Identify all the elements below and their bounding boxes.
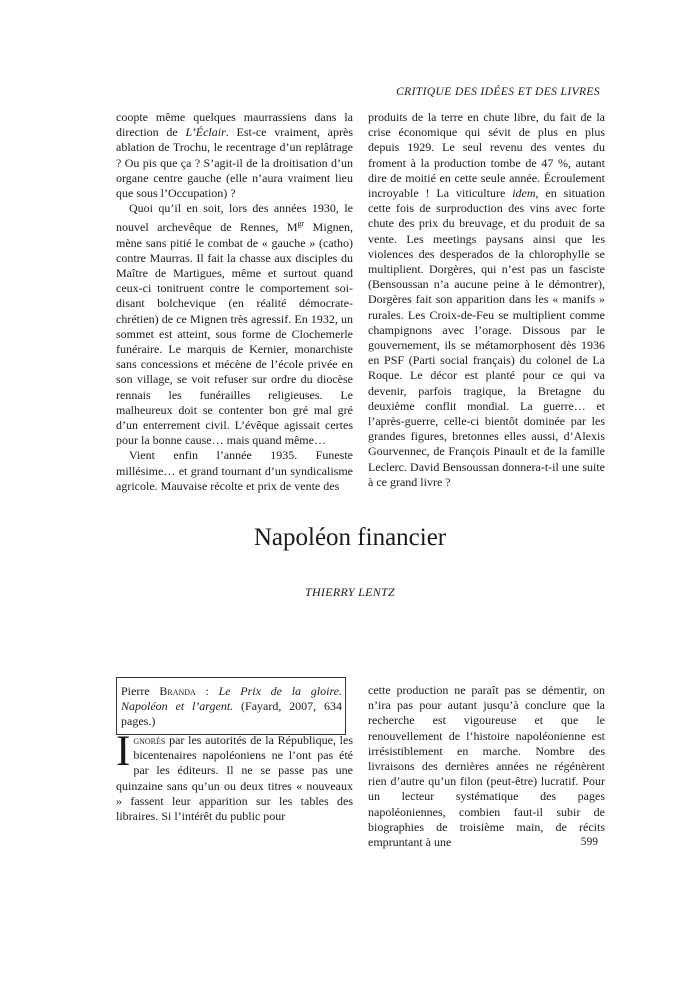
page-number: 599: [580, 836, 598, 848]
paragraph: Ignorés par les autorités de la République, les bicentenaires napoléoniens ne l’ont pas été par les éditeurs. Il ne se passe pas une quinzaine sans qu’un ou deux titres « nouveaux » fassent leur apparition sur les tables des libraires. Si l’intérêt du public pour: [116, 728, 353, 824]
paragraph: coopte même quelques maurrassiens dans la direction de L’Éclair. Est-ce vraiment, après ablation de Trochu, le recentrage d’un replâtrage ? Ou pis que ça ? S’agit-il de la droitisation d’un organe centre gauche (elle n’aura vraiment lieu que sous l’Occupation) ?: [116, 110, 353, 201]
article-title: Napoléon financier: [253, 524, 447, 551]
paragraph: Quoi qu’il en soit, lors des années 1930, le nouvel archevêque de Rennes, $M^{gr}$ Mignen, mène sans pitié le combat de « gauche » (catho) contre Maurras. Il fait la chasse aux disciples du Maître de Martigues, même et surtout quand ceux-ci tonitruent contre le comportement soi-disant bolchevique (en réalité démocrate-chrétien) de ce Mignen très agressif. En 1932, un sommet est atteint, sous forme de Clochemerle funéraire. Le marquis de Kernier, monarchiste sans concessions et mécène de l’école privée en son village, se voit refuser sur ordre du diocèse rennais les funérailles religieuses. Le malheureux doit se contenter bon gré mal gré d’un enterrement civil. L’évêque agissait certes pour la bonne cause… mais quand même…: [116, 201, 353, 448]
column-bottom-right: [368, 683, 605, 850]
paragraph: produits de la terre en chute libre, du fait de la crise économique qui sévit de plus en plus depuis 1929. Le seul revenu des ventes du froment à la production tombe de 47 %, autant dire de moitié en cette seule année. Écroulement incroyable ! La viticulture idem, en situation cette fois de surproduction des vins avec forte chute des prix du breuvage, et du produit de sa vente. Les meetings paysans ainsi que les violences des desperados de la chlorophylle se multiplient. Dorgères, qui n’est pas un fasciste (Bensoussan n’a aucune peine à le démontrer), Dorgères fait son apparition dans les « manifs » rurales. Les Croix-de-Feu se multiplient comme champignons avec l’orage. Dissous par le gouvernement, ils se métamorphosent dès 1936 en PSF (Parti social français) du colonel de La Roque. Le décor est planté pour ce qui va devenir, parfois tragique, la Bretagne du deuxième conflit mondial. La guerre… et l’après-guerre, celle-ci bientôt dominée par les grandes figures, bretonnes elles aussi, d’Alexis Gourvennec, de François Pinault et de la famille Leclerc. David Bensoussan donnera-t-il une suite à ce grand livre ?: [368, 110, 605, 489]
paragraph: Vient enfin l’année 1935. Funeste millésime… et grand tournant d’un syndicalisme agricole. Mauvaise récolte et prix de vente des: [116, 448, 353, 493]
column-top-right: [368, 110, 605, 490]
book-reference-box: Pierre Branda : Le Prix de la gloire. Napoléon et l’argent. (Fayard, 2007, 634 pages.): [116, 677, 346, 735]
running-head: CRITIQUE DES IDÉES ET DES LIVRES: [396, 86, 600, 98]
paragraph: cette production ne paraît pas se démentir, on n’ira pas pour autant jusqu’à conclure que la recherche est vigoureuse et que le renouvellement de l’histoire napoléonienne est irrésistiblement en marche. Nombre des livraisons des dernières années ne régénèrent rien d’autre qu’un filon (peut-être) lucratif. Pour un lecteur systématique des pages napoléoniennes, combien faut-il subir de biographies de troisième main, de récits empruntant à une: [368, 683, 605, 850]
drop-cap: I: [116, 728, 131, 775]
column-top-left: [116, 110, 353, 494]
column-bottom-left: [116, 728, 353, 824]
article-author: THIERRY LENTZ: [304, 585, 396, 599]
